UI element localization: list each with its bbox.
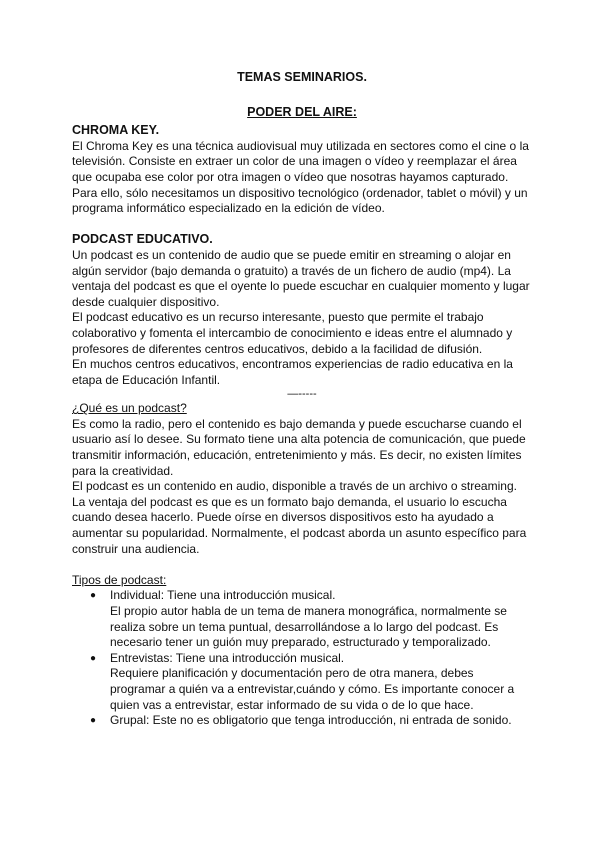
- que-es-podcast-heading: ¿Qué es un podcast?: [72, 401, 187, 416]
- separator-line: —-----: [287, 388, 317, 401]
- list-item-individual: [72, 588, 532, 650]
- list-item-label: Grupal: Este no es obligatorio que tenga introducción, ni entrada de sonido.: [110, 713, 512, 728]
- chroma-key-heading: CHROMA KEY.: [72, 123, 160, 138]
- podcast-paragraph-1: Un podcast es un contenido de audio que se puede emitir en streaming o alojar en algún servidor (bajo demanda o gratuito) a través de un fichero de audio (mp4). La ventaja del podcast es que el oyente lo puede escuchar en cualquier momento y lugar desde cualquier dispositivo.: [72, 247, 530, 309]
- list-item-detail: Requiere planificación y documentación pero de otra manera, debes programar a quién va a entrevistar,cuándo y cómo. Es importante conocer a quien vas a entrevistar, estar informado de su vida o de lo que hace.: [110, 666, 515, 712]
- podcast-paragraph-3: En muchos centros educativos, encontramos experiencias de radio educativa en la etapa de Educación Infantil.: [72, 357, 513, 387]
- podcast-types-list: [72, 588, 532, 728]
- podcast-educativo-heading: PODCAST EDUCATIVO.: [72, 232, 213, 247]
- list-item-detail: El propio autor habla de un tema de manera monográfica, normalmente se realiza sobre un tema puntual, desarrollándose a lo largo del podcast. Es necesario tener un guión muy preparado, estructurado y temporalizado.: [110, 604, 507, 650]
- list-item-label: Individual: Tiene una introducción musical.: [110, 588, 336, 603]
- chroma-key-paragraph: El Chroma Key es una técnica audiovisual muy utilizada en sectores como el cine o la televisión. Consiste en extraer un color de una imagen o vídeo y reemplazar el área que ocupaba ese color por otra imagen o vídeo que nosotras hayamos capturado. Para ello, sólo necesitamos un dispositivo tecnológico (ordenador, tablet o móvil) y un programa informático especializado en la edición de vídeo.: [72, 138, 529, 216]
- bullet-icon: ●: [90, 652, 97, 664]
- bullet-icon: ●: [90, 715, 97, 727]
- document-page: [72, 70, 532, 729]
- que-es-paragraph-1: Es como la radio, pero el contenido es bajo demanda y puede escucharse cuando el usuario así lo desee. Su formato tiene una alta potencia de comunicación, que puede transmitir información, educación, entretenimiento y más. Es decir, no existen límites para la creatividad.: [72, 416, 526, 478]
- section-heading-poder-del-aire: PODER DEL AIRE:: [247, 104, 357, 119]
- spacer: [72, 557, 532, 573]
- list-item-label: Entrevistas: Tiene una introducción musical.: [110, 650, 345, 665]
- spacer: [72, 217, 532, 233]
- document-title: TEMAS SEMINARIOS.: [237, 70, 367, 84]
- bullet-icon: ●: [90, 590, 97, 602]
- list-item-entrevistas: [72, 651, 532, 713]
- tipos-podcast-heading: Tipos de podcast:: [72, 572, 167, 587]
- podcast-paragraph-2: El podcast educativo es un recurso interesante, puesto que permite el trabajo colaborativo y fomenta el intercambio de conocimiento e ideas entre el alumnado y profesores de diferentes centros educativos, debido a la facilidad de difusión.: [72, 310, 513, 356]
- list-item-grupal: [72, 713, 532, 729]
- que-es-paragraph-2: El podcast es un contenido en audio, disponible a través de un archivo o streaming. La ventaja del podcast es que es un formato bajo demanda, el usuario lo escucha cuando desea hacerlo. Puede oírse en diversos dispositivos esto ha ayudado a aumentar su popularidad. Normalmente, el podcast aborda un asunto específico para construir una audiencia.: [72, 479, 527, 556]
